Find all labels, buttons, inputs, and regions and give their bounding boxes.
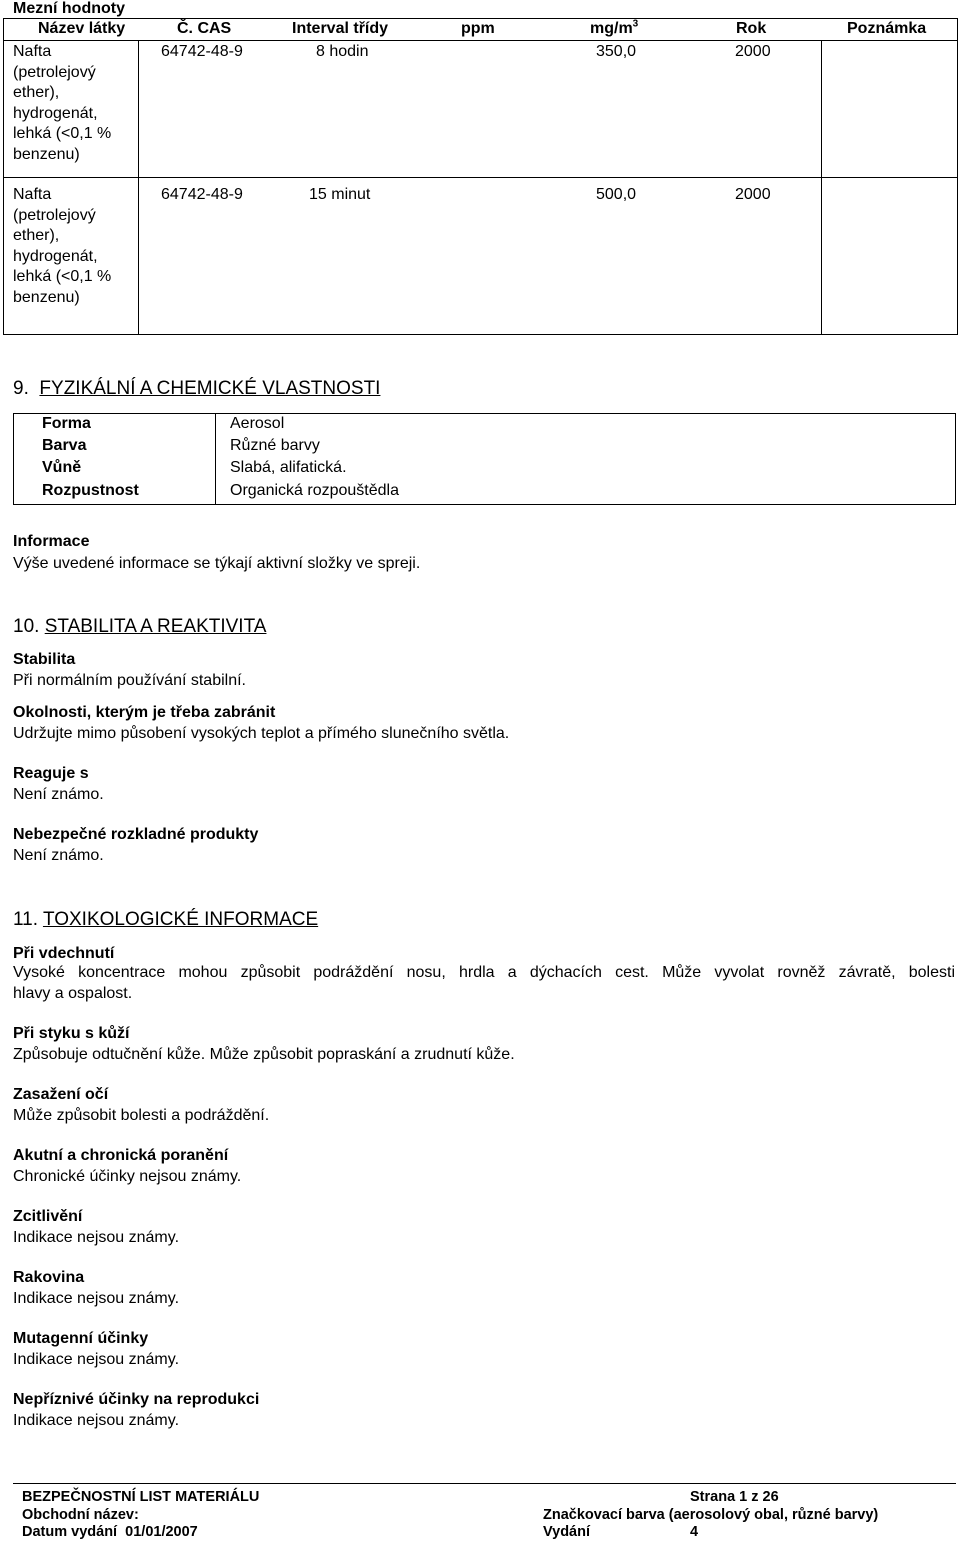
row-divider [4,177,957,178]
footer-date: Datum vydání 01/01/2007 [22,1524,198,1540]
footer-edition-value: 4 [690,1524,699,1540]
footer-trade-label: Obchodní název: [22,1507,139,1523]
info-text: Výše uvedené informace se týkají aktivní složky ve spreji. [13,555,421,572]
mutagenic-text: Indikace nejsou známy. [13,1351,180,1368]
decomposition-text: Není známo. [13,847,104,864]
eyes-heading: Zasažení očí [13,1086,109,1103]
footer-page: Strana 1 z 26 [690,1489,779,1505]
row1-cas: 64742-48-9 [161,43,243,60]
inhalation-text-line1: Vysoké koncentrace mohou způsobit podráždění nosu, hrdla a dýchacích cest. Může vyvolat rovněž závratě, bolesti [13,964,955,981]
column-divider [821,41,822,334]
section10-heading: 10. STABILITA A REAKTIVITA [13,616,267,637]
row2-name: Nafta (petrolejový ether), hydrogenát, lehká (<0,1 % benzenu) [13,186,112,306]
stability-heading: Stabilita [13,651,76,668]
header-ppm: ppm [461,20,495,37]
sensitization-heading: Zcitlivění [13,1208,83,1225]
header-mgm3: $mg/m^3$ [590,18,639,37]
prop-label-form: Forma [42,415,91,432]
footer-edition-label: Vydání [543,1524,591,1540]
skin-heading: Při styku s kůží [13,1025,130,1042]
acute-chronic-heading: Akutní a chronická poranění [13,1147,229,1164]
header-cas: Č. CAS [177,20,232,37]
footer-rule [13,1483,956,1484]
cancer-heading: Rakovina [13,1269,85,1286]
inhalation-heading: Při vdechnutí [13,945,115,962]
row1-interval: 8 hodin [316,43,369,60]
column-divider [138,41,139,334]
info-heading: Informace [13,533,90,550]
row1-mgm3: 350,0 [596,43,637,60]
reproduction-text: Indikace nejsou známy. [13,1412,180,1429]
prop-value-odor: Slabá, alifatická. [230,459,347,476]
acute-chronic-text: Chronické účinky nejsou známy. [13,1168,242,1185]
row1-year: 2000 [735,43,771,60]
row2-mgm3: 500,0 [596,186,637,203]
properties-table [13,413,956,505]
footer-trade-value: Značkovací barva (aerosolový obal, různé barvy) [543,1507,879,1523]
skin-text: Způsobuje odtučnění kůže. Může způsobit popraskání a zrudnutí kůže. [13,1046,515,1063]
cancer-text: Indikace nejsou známy. [13,1290,180,1307]
eyes-text: Může způsobit bolesti a podráždění. [13,1107,270,1124]
section11-heading: 11. TOXIKOLOGICKÉ INFORMACE [13,909,319,930]
prop-label-color: Barva [42,437,87,454]
row2-cas: 64742-48-9 [161,186,243,203]
header-name: Název látky [38,20,126,37]
stability-text: Při normálním používání stabilní. [13,672,246,689]
header-note: Poznámka [847,20,927,37]
header-year: Rok [736,20,767,37]
prop-label-solubility: Rozpustnost [42,482,139,499]
row1-name: Nafta (petrolejový ether), hydrogenát, lehká (<0,1 % benzenu) [13,43,112,163]
prop-value-color: Různé barvy [230,437,320,454]
section9-heading: 9. FYZIKÁLNÍ A CHEMICKÉ VLASTNOSTI [13,378,381,399]
prop-value-solubility: Organická rozpouštědla [230,482,399,499]
conditions-heading: Okolnosti, kterým je třeba zabránit [13,704,276,721]
limits-title: Mezní hodnoty [13,0,125,17]
reproduction-heading: Nepříznivé účinky na reprodukci [13,1391,260,1408]
prop-value-form: Aerosol [230,415,285,432]
header-divider [4,40,957,41]
limits-table [3,18,958,335]
inhalation-text-line2: hlavy a ospalost. [13,985,133,1002]
prop-label-odor: Vůně [42,459,82,476]
row2-interval: 15 minut [309,186,371,203]
properties-divider [215,414,216,504]
sensitization-text: Indikace nejsou známy. [13,1229,180,1246]
reacts-text: Není známo. [13,786,104,803]
mutagenic-heading: Mutagenní účinky [13,1330,149,1347]
row2-year: 2000 [735,186,771,203]
footer-doc-title: BEZPEČNOSTNÍ LIST MATERIÁLU [22,1489,260,1505]
reacts-heading: Reaguje s [13,765,89,782]
decomposition-heading: Nebezpečné rozkladné produkty [13,826,259,843]
conditions-text: Udržujte mimo působení vysokých teplot a přímého slunečního světla. [13,725,510,742]
header-interval: Interval třídy [292,20,389,37]
